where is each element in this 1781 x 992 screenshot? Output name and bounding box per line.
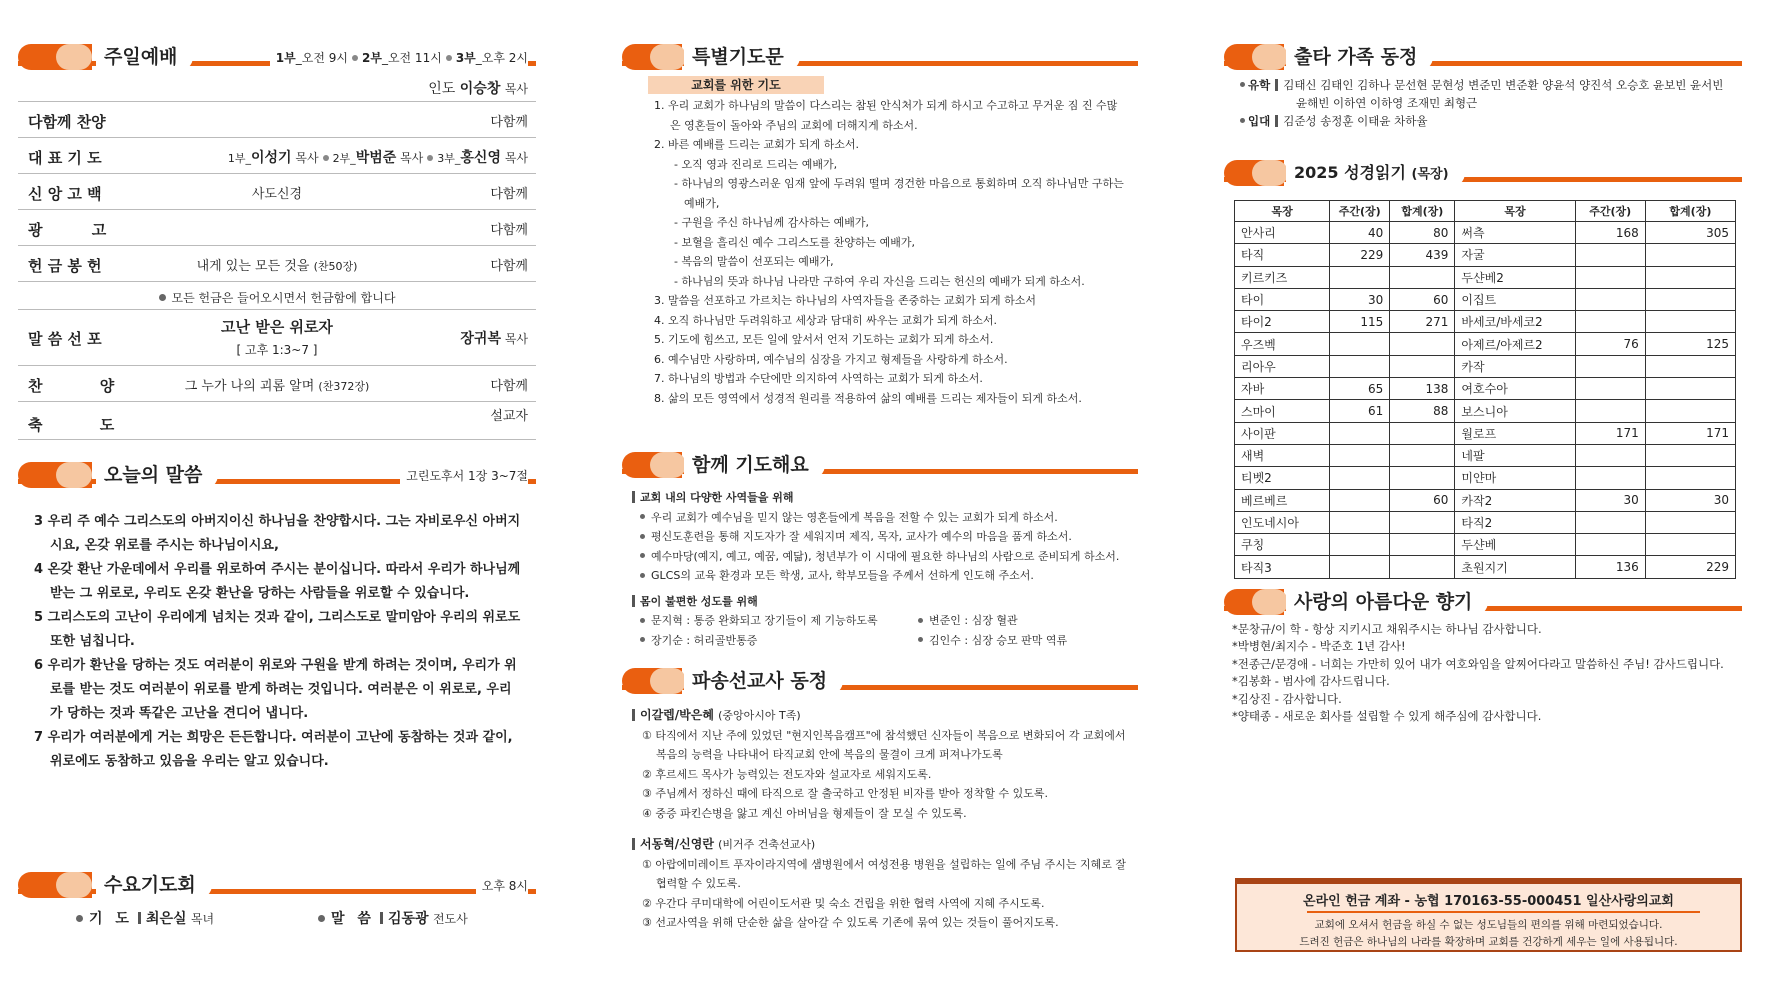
cell-count: [1330, 422, 1390, 444]
cell-group: 우즈벡: [1235, 333, 1330, 355]
cell-count: 40: [1330, 222, 1390, 244]
cell-count: [1390, 355, 1455, 377]
wednesday-roles: 기 도 최은실 목녀 말 씀 김동광 전도사: [18, 900, 536, 930]
cell-count: 30: [1575, 489, 1645, 511]
section-header-word: [18, 458, 536, 490]
cell-count: [1390, 534, 1455, 556]
sermon-reference: [ 고후 1:3~7 ]: [236, 343, 318, 357]
worship-row-sermon: 말 씀 선 포 고난 받은 위로자 [ 고후 1:3~7 ] 장귀복 목사: [18, 310, 536, 366]
cell-group: 월로프: [1455, 422, 1575, 444]
worship-title: 주일예배: [96, 43, 193, 71]
cell-group: 카작2: [1455, 489, 1575, 511]
bible-table-wrap: [1224, 188, 1742, 579]
cell-count: [1645, 244, 1735, 266]
special-prayer-list: 1. 우리 교회가 하나님의 말씀이 다스리는 참된 안식처가 되게 하시고 수고하고 무거운 짐 진 수많은 영혼들이 돌아와 주님의 교회에 더해지게 하소서. 2. 바른 예배를 드리는 교회가 되게 하소서. - 오직 영과 진리로 드리는 예배가, - 하나님의 영광스러운 임재 앞에 두려워 떨며 경건한 마음으로 통회하며 오직 하나님만 구하는 예배가, - 구원을 주신 하나님께 감사하는 예배가, - 보혈을 흘리신 예수 그리스도를 찬양하는 예배가, - 복음의 말씀이 선포되는 예배가, - 하나님의 뜻과 하나님 나라만 구하여 우리 자신을 드리는 헌신의 예배가 되게 하소서. 3. 말씀을 선포하고 가르치는 하나님의 사역자들을 존중하는 교회가 되게 하소서 4. 오직 하나님만 두려워하고 세상과 담대히 싸우는 교회가 되게 하소서. 5. 기도에 힘쓰고, 모든 일에 앞서서 언저 기도하는 교회가 되게 하소서. 6. 예수님만 사랑하며, 예수님의 심장을 가지고 형제들을 사랑하게 하소서. 7. 하나님의 방법과 수단에만 의지하여 사역하는 교회가 되게 하소서. 8. 삶의 모든 영역에서 성경적 원리를 적용하여 삶의 예배를 드리는 제자들이 되게 하소서.: [654, 99, 1124, 405]
cell-count: 88: [1390, 400, 1455, 422]
table-row: [1235, 534, 1736, 556]
family-list: 유학 김태신 김태인 김하나 문선현 문현성 변준민 변준환 양윤석 양진석 오승호 윤보빈 윤서빈 윤해빈 이하연 이하영 조재민 최형근 입대 김준성 송정훈 이태윤 차하율: [1224, 72, 1742, 130]
section-header-worship: [18, 40, 536, 72]
cell-count: 60: [1390, 489, 1455, 511]
mission-title: 파송선교사 동정: [684, 667, 843, 695]
word-title: 오늘의 말씀: [96, 461, 218, 489]
section-header-special-prayer: [622, 40, 1138, 72]
section-header-together: [622, 448, 1138, 480]
cell-group: 아제르/아제르2: [1455, 333, 1575, 355]
bible-reading-table: 목장 주간(장) 합계(장) 목장 주간(장) 합계(장) 안사리 40 80 써측 168 305 타직 229 439 자굴 키르키즈 두샨베2 타이 30 60 이집트 타이2 115 271 바세코/바세코2 우즈벡 아제르/아제르2 76 125 리아우 카작 자바 65 138 여호수아 스마이 61 88 보스니아 사이판 월로프 171 171 새벽 네팔 티벳2 미얀마 베르베르 60 카작2 30 30 인도네시아 타직2 쿠칭 두샨베 타직3 초원지기 136 229: [1234, 200, 1736, 579]
cell-count: [1390, 266, 1455, 288]
cell-count: [1575, 400, 1645, 422]
cell-group: 타직: [1235, 244, 1330, 266]
cell-count: [1390, 422, 1455, 444]
mission-list: 이갈렙/박은혜 (중앙아시아 T족) ① 타직에서 지난 주에 있었던 "현지인복음캠프"에 참석했던 신자들이 복음으로 변화되어 각 교회에서 복음의 능력을 나타내어 타직교회 안에 복음의 물결이 크게 퍼져나가도록 ② 후르세드 목사가 능력있는 전도자와 설교자로 세워지도록. ③ 주님께서 정하신 때에 타직으로 잘 출국하고 안정된 비자를 받아 정착할 수 있도록. ④ 중증 파킨슨병을 앓고 계신 아버님을 형제들이 잘 모실 수 있도록. 서동혁/신영란 (비거주 건축선교사) ① 아랍에미레이트 푸자이라지역에 샘병원에서 여성전용 병원을 설립하는 일에 주님 주시는 지혜로 잘 협력할 수 있도록. ② 우간다 쿠미대학에 어린이도서관 및 숙소 건립을 위한 협력 사역에 지혜 주시도록. ③ 선교사역을 위해 단순한 삶을 살아갈 수 있도록 기존에 묶여 있는 것들이 풀어지도록.: [622, 696, 1138, 933]
cell-count: [1330, 444, 1390, 466]
cell-count: 125: [1645, 333, 1735, 355]
table-row: [1235, 333, 1736, 355]
table-row: [1235, 489, 1736, 511]
cell-group: 인도네시아: [1235, 511, 1330, 533]
cell-count: [1645, 467, 1735, 489]
cell-group: 쿠칭: [1235, 534, 1330, 556]
leader-row: 인도 이승창 목사: [18, 72, 536, 102]
special-prayer-subtitle: 교회를 위한 기도: [648, 76, 824, 94]
cell-group: 네팔: [1455, 444, 1575, 466]
cell-count: [1330, 556, 1390, 578]
online-offering-box: [1235, 878, 1742, 952]
cell-count: [1645, 400, 1735, 422]
online-offering-line1: 교회에 오셔서 헌금을 하실 수 없는 성도님들의 편의를 위해 마련되었습니다.: [1314, 919, 1663, 931]
cell-group: 두샨베: [1455, 534, 1575, 556]
table-row: [1235, 511, 1736, 533]
cell-count: [1645, 444, 1735, 466]
bible-title: 2025 성경읽기 (목장): [1286, 159, 1465, 187]
cell-group: 타직2: [1455, 511, 1575, 533]
worship-row-benediction: 축 도 설교자: [18, 402, 536, 440]
cell-count: [1575, 288, 1645, 310]
leader-name: 이승창: [459, 81, 501, 97]
table-row: [1235, 288, 1736, 310]
cell-count: 76: [1575, 333, 1645, 355]
cell-group: 리아우: [1235, 355, 1330, 377]
worship-row-announce: 광 고 다함께: [18, 210, 536, 246]
cell-count: [1645, 534, 1735, 556]
cell-count: 136: [1575, 556, 1645, 578]
worship-row-offering: 헌 금 봉 헌 내게 있는 모든 것을 (찬50장) 다함께: [18, 246, 536, 282]
table-row: [1235, 311, 1736, 333]
cell-group: 스마이: [1235, 400, 1330, 422]
cell-count: [1645, 355, 1735, 377]
cell-group: 초원지기: [1455, 556, 1575, 578]
cell-group: 두샨베2: [1455, 266, 1575, 288]
table-row: [1235, 266, 1736, 288]
cell-count: 138: [1390, 378, 1455, 400]
wednesday-section: [18, 868, 536, 930]
cell-group: 바세코/바세코2: [1455, 311, 1575, 333]
wednesday-title: 수요기도회: [96, 871, 212, 899]
cell-count: [1575, 355, 1645, 377]
cell-count: [1330, 467, 1390, 489]
scripture-text: 3 우리 주 예수 그리스도의 아버지이신 하나님을 찬양합시다. 그는 자비로우신 아버지시요, 온갖 위로를 주시는 하나님이시요, 4 온갖 환난 가운데에서 우리를 위로하여 주시는 분이십니다. 따라서 우리가 하나님께 받는 그 위로로, 우리도 온갖 환난을 당하는 사람들을 위로할 수 있습니다. 5 그리스도의 고난이 우리에게 넘치는 것과 같이, 그리스도로 말미암아 우리의 위로도 또한 넘칩니다. 6 우리가 환난을 당하는 것도 여러분이 위로와 구원을 받게 하려는 것이며, 우리가 위로를 받는 것도 여러분이 위로를 받게 하려는 것입니다. 여러분은 이 위로로, 우리가 당하는 것과 똑같은 고난을 견디어 냅니다. 7 우리가 여러분에게 거는 희망은 든든합니다. 여러분이 고난에 동참하는 것과 같이, 위로에도 동참하고 있음을 우리는 알고 있습니다.: [34, 514, 521, 769]
section-header-bible: [1224, 156, 1742, 188]
offering-note: 모든 헌금은 들어오시면서 헌금함에 합니다: [18, 282, 536, 310]
cell-count: [1575, 266, 1645, 288]
cell-count: 115: [1330, 311, 1390, 333]
cell-count: [1575, 444, 1645, 466]
worship-row-creed: 신 앙 고 백 사도신경 다함께: [18, 174, 536, 210]
cell-count: [1330, 333, 1390, 355]
cell-group: 자바: [1235, 378, 1330, 400]
section-header-thanks: [1224, 585, 1742, 617]
cell-group: 카작: [1455, 355, 1575, 377]
cell-group: 티벳2: [1235, 467, 1330, 489]
cell-count: 65: [1330, 378, 1390, 400]
cell-count: 305: [1645, 222, 1735, 244]
cell-count: [1575, 378, 1645, 400]
table-row: [1235, 355, 1736, 377]
cell-count: [1575, 534, 1645, 556]
cell-count: [1645, 378, 1735, 400]
cell-count: [1330, 534, 1390, 556]
cell-group: 타직3: [1235, 556, 1330, 578]
cell-count: 61: [1330, 400, 1390, 422]
cell-count: [1330, 511, 1390, 533]
column-prayer: [622, 40, 1138, 933]
cell-group: 타이2: [1235, 311, 1330, 333]
cell-group: 자굴: [1455, 244, 1575, 266]
cell-group: 새벽: [1235, 444, 1330, 466]
table-row: [1235, 422, 1736, 444]
section-header-mission: [622, 664, 1138, 696]
cell-group: 써측: [1455, 222, 1575, 244]
cell-count: [1390, 444, 1455, 466]
cell-count: 30: [1645, 489, 1735, 511]
cell-count: [1645, 266, 1735, 288]
cell-count: 168: [1575, 222, 1645, 244]
cell-count: [1390, 467, 1455, 489]
cell-group: 사이판: [1235, 422, 1330, 444]
cell-group: 보스니아: [1455, 400, 1575, 422]
cell-count: [1330, 489, 1390, 511]
cell-count: [1645, 288, 1735, 310]
section-header-family: [1224, 40, 1742, 72]
worship-row-prayer: 대 표 기 도 1부_이성기 목사 2부_박범준 목사 3부_홍신영 목사: [18, 138, 536, 174]
cell-count: 171: [1645, 422, 1735, 444]
together-title: 함께 기도해요: [684, 451, 825, 479]
table-row: [1235, 222, 1736, 244]
cell-count: 80: [1390, 222, 1455, 244]
cell-count: [1575, 311, 1645, 333]
cell-count: 439: [1390, 244, 1455, 266]
cell-count: 171: [1575, 422, 1645, 444]
online-offering-account: 온라인 헌금 계좌 - 농협 170163-55-000451 일산사랑의교회: [1303, 894, 1674, 909]
cell-count: [1330, 266, 1390, 288]
cell-count: [1390, 333, 1455, 355]
cell-count: 30: [1330, 288, 1390, 310]
table-row: [1235, 467, 1736, 489]
table-row: [1235, 244, 1736, 266]
column-worship: [18, 40, 536, 774]
cell-group: 타이: [1235, 288, 1330, 310]
cell-count: 271: [1390, 311, 1455, 333]
cell-group: 미얀마: [1455, 467, 1575, 489]
online-offering-line2: 드려진 헌금은 하나님의 나라를 확장하며 교회를 건강하게 세우는 일에 사용됩니다.: [1299, 936, 1678, 948]
table-row: [1235, 556, 1736, 578]
cell-group: 안사리: [1235, 222, 1330, 244]
sermon-title: 고난 받은 위로자: [221, 318, 333, 336]
thanks-list: *문창규/이 학 - 항상 지키시고 채워주시는 하나님 감사합니다. *박병현/최지수 - 박준호 1년 감사! *전종근/문경애 - 너희는 가만히 있어 내가 여호와임을 알찌어다라고 말씀하신 주님! 감사드립니다. *김봉화 - 범사에 감사드립니다. *김상진 - 감사합니다. *양태종 - 새로운 회사를 설립할 수 있게 해주심에 감사합니다.: [1232, 621, 1724, 724]
cell-count: [1575, 244, 1645, 266]
cell-count: [1575, 511, 1645, 533]
worship-row-hymn: 찬 양 그 누가 나의 괴롬 알며 (찬372장) 다함께: [18, 366, 536, 402]
worship-times: 1부_오전 9시 2부_오전 11시 3부_오후 2시: [270, 49, 528, 66]
table-row: [1235, 400, 1736, 422]
cell-group: 여호수아: [1455, 378, 1575, 400]
special-prayer-title: 특별기도문: [684, 43, 800, 71]
cell-group: 베르베르: [1235, 489, 1330, 511]
cell-count: [1330, 355, 1390, 377]
word-reference: 고린도후서 1장 3~7절: [400, 467, 528, 484]
cell-count: [1645, 311, 1735, 333]
cell-count: [1645, 511, 1735, 533]
cell-count: [1575, 467, 1645, 489]
cell-count: [1390, 556, 1455, 578]
thanks-title: 사랑의 아름다운 향기: [1286, 588, 1488, 616]
family-title: 출타 가족 동정: [1286, 43, 1433, 71]
together-list: 교회 내의 다양한 사역들을 위해 우리 교회가 예수님을 믿지 않는 영혼들에게 복음을 전할 수 있는 교회가 되게 하소서. 평신도훈련을 통해 지도자가 잘 세워지며 제직, 목자, 교사가 예수의 마음을 품게 하소서. 예수마당(예지, 예고, 예꿈, 예닮), 청년부가 이 시대에 필요한 하나님의 사람으로 준비되게 하소서. GLCS의 교육 환경과 모든 학생, 교사, 학부모들을 주께서 선하게 인도해 주소서. 몸이 불편한 성도를 위해 문지혁 : 통증 완화되고 장기들이 제 기능하도록 변준인 : 심장 혈관 장기순 : 허리골반통증 김인수 : 심장 승모 판막 역류: [622, 480, 1138, 650]
cell-count: [1390, 511, 1455, 533]
column-news: [1224, 40, 1742, 726]
section-header-wednesday: [18, 868, 536, 900]
table-row: [1235, 378, 1736, 400]
cell-count: 229: [1645, 556, 1735, 578]
cell-count: 60: [1390, 288, 1455, 310]
cell-count: 229: [1330, 244, 1390, 266]
worship-row-praise: 다함께 찬양 다함께: [18, 102, 536, 138]
cell-group: 이집트: [1455, 288, 1575, 310]
table-row: [1235, 444, 1736, 466]
wednesday-time: 오후 8시: [476, 877, 528, 894]
cell-group: 키르키즈: [1235, 266, 1330, 288]
